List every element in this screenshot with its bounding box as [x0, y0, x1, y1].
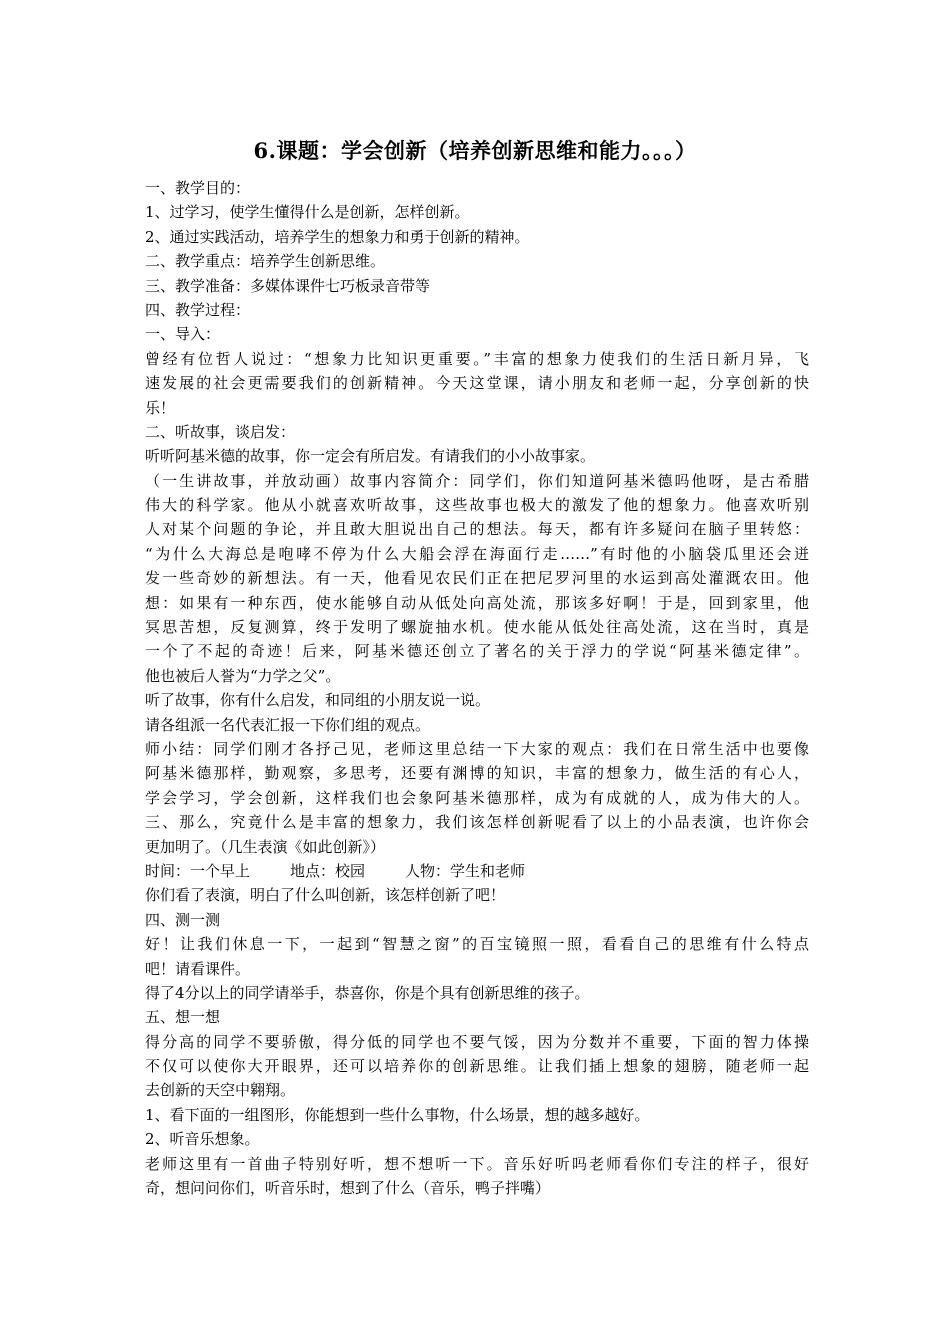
scene-time: 时间：一个早上	[145, 861, 251, 880]
text-line: 听了故事，你有什么启发，和同组的小朋友说一说。	[145, 691, 491, 710]
text-line: 曾经有位哲人说过：“想象力比知识更重要。”丰富的想象力使我们的生活日新月异，飞	[145, 349, 809, 368]
text-line: 人对某个问题的争论，并且敢大胆说出自己的想法。每天，都有许多疑问在脑子里转悠：	[145, 520, 809, 539]
text-line: 老师这里有一首曲子特别好听，想不想听一下。音乐好听吗老师看你们专注的样子，很好	[145, 1154, 809, 1173]
scene-place: 地点：校园	[290, 861, 366, 880]
text-line: 冥思苦想，反复测算，终于发明了螺旋抽水机。使水能从低处往高处流，这在当时，真是	[145, 618, 809, 637]
text-line: 得了4分以上的同学请举手，恭喜你，你是个具有创新思维的孩子。	[145, 983, 590, 1002]
text-line: 吧！请看课件。	[145, 959, 251, 978]
text-line: 四、教学过程：	[145, 300, 251, 319]
text-line: 阿基米德那样，勤观察，多思考，还要有渊博的知识，丰富的想象力，做生活的有心人，	[145, 764, 809, 783]
text-line: 五、想一想	[145, 1008, 221, 1027]
text-line: 2、听音乐想象。	[145, 1130, 260, 1149]
text-line: 去创新的天空中翱翔。	[145, 1081, 296, 1100]
text-line: 三、教学准备：多媒体课件七巧板录音带等	[145, 276, 431, 295]
text-line: 二、听故事，谈启发：	[145, 422, 296, 441]
text-line: 请各组派一名代表汇报一下你们组的观点。	[145, 715, 431, 734]
text-line: 1、过学习，使学生懂得什么是创新，怎样创新。	[145, 203, 470, 222]
text-line: 学会学习，学会创新，这样我们也会象阿基米德那样，成为有成就的人，成为伟大的人。	[145, 788, 809, 807]
text-line: 更加明了。（几生表演《如此创新》）	[145, 837, 386, 856]
text-line: 乐！	[145, 398, 176, 417]
text-line: 师小结：同学们刚才各抒己见，老师这里总结一下大家的观点：我们在日常生活中也要像	[145, 739, 809, 758]
lesson-title: 6.课题：学会创新（培养创新思维和能力。。。）	[253, 138, 697, 163]
text-line: 奇，想问问你们，听音乐时，想到了什么（音乐，鸭子拌嘴）	[145, 1179, 551, 1198]
text-line: 一、导入：	[145, 325, 221, 344]
text-line: 想：如果有一种东西，使水能够自动从低处向高处流，那该多好啊！于是，回到家里，他	[145, 593, 809, 612]
text-line: 速发展的社会更需要我们的创新精神。今天这堂课，请小朋友和老师一起，分享创新的快	[145, 374, 809, 393]
text-line: 听听阿基米德的故事，你一定会有所启发。有请我们的小小故事家。	[145, 447, 596, 466]
text-line: 二、教学重点：培养学生创新思维。	[145, 252, 386, 271]
text-line: 伟大的科学家。他从小就喜欢听故事，这些故事也极大的激发了他的想象力。他喜欢听别	[145, 496, 809, 515]
text-line: 2、通过实践活动，培养学生的想象力和勇于创新的精神。	[145, 227, 530, 246]
text-line: 好！让我们休息一下，一起到“智慧之窗”的百宝镜照一照，看看自己的思维有什么特点	[145, 935, 809, 954]
lesson-body	[145, 176, 809, 1200]
text-line: 一个了不起的奇迹！后来，阿基米德还创立了著名的关于浮力的学说“阿基米德定律”。	[145, 642, 809, 661]
text-line: 发一些奇妙的新想法。有一天，他看见农民们正在把尼罗河里的水运到高处灌溉农田。他	[145, 569, 809, 588]
text-line: （一生讲故事，并放动画）故事内容简介：同学们，你们知道阿基米德吗他呀，是古希腊	[145, 471, 809, 490]
text-line: 一、教学目的：	[145, 179, 251, 197]
text-line: 你们看了表演，明白了什么叫创新，该怎样创新了吧！	[145, 886, 506, 905]
text-line: 不仅可以使你大开眼界，还可以培养你的创新思维。让我们插上想象的翅膀，随老师一起	[145, 1057, 809, 1076]
scene-people: 人物：学生和老师	[405, 861, 526, 880]
text-line: 他也被后人誉为“力学之父”。	[145, 666, 341, 685]
text-line: “为什么大海总是咆哮不停为什么大船会浮在海面行走……”有时他的小脑袋瓜里还会迸	[145, 544, 809, 563]
text-line: 三、那么，究竟什么是丰富的想象力，我们该怎样创新呢看了以上的小品表演，也许你会	[145, 813, 809, 832]
text-line: 得分高的同学不要骄傲，得分低的同学也不要气馁，因为分数并不重要，下面的智力体操	[145, 1032, 809, 1051]
scene-line	[145, 859, 809, 883]
text-line: 四、测一测	[145, 910, 221, 929]
text-line: 1、看下面的一组图形，你能想到一些什么事物，什么场景，想的越多越好。	[145, 1105, 650, 1124]
